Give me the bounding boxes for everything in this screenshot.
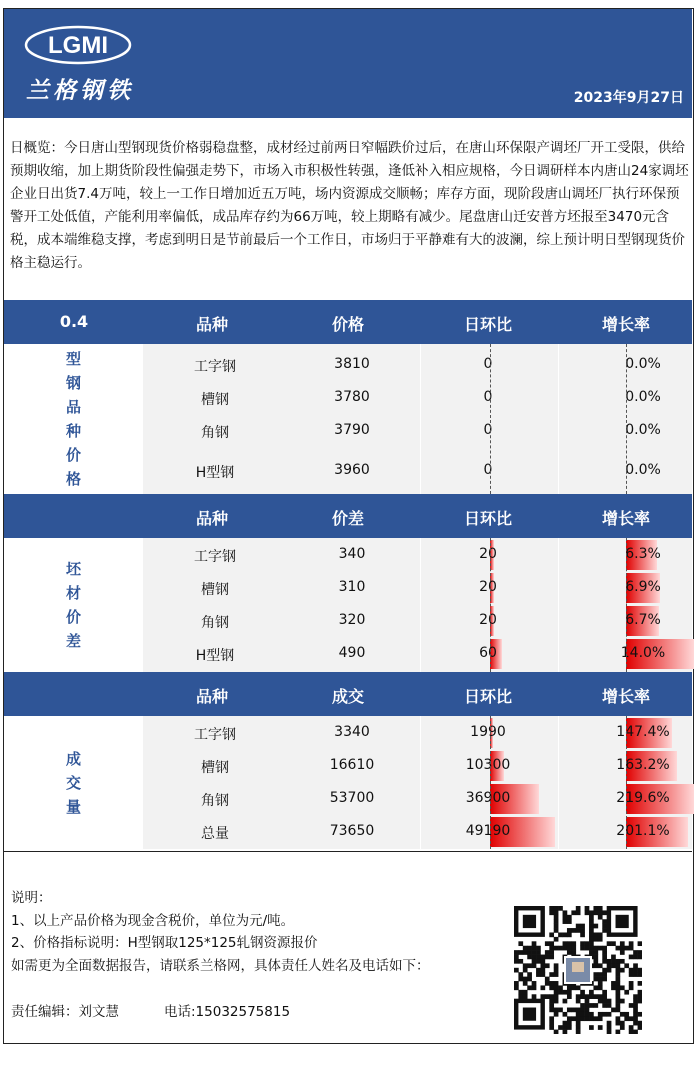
note-2: 2、价格指标说明：H型钢取125*125轧钢资源报价 [11, 935, 318, 951]
zero-axis-line [490, 344, 491, 494]
row-product-name: 工字钢 [194, 727, 236, 743]
row-growth-rate: 14.0% [620, 645, 666, 661]
row-product-name: 角钢 [201, 615, 229, 631]
row-product-name: 总量 [201, 826, 229, 842]
section-body [4, 344, 692, 494]
row-product-name: 槽钢 [201, 392, 229, 408]
column-header: 增长率 [601, 315, 651, 334]
table-row [143, 414, 692, 448]
report-date: 2023年9月27日 [573, 90, 684, 106]
editor-name: 责任编辑：刘文慧 [11, 1004, 119, 1020]
row-product-name: H型钢 [195, 648, 235, 664]
section-vertical-label: 坯材价差 [65, 560, 81, 650]
row-daily-change: 0 [483, 356, 493, 372]
row-value: 3790 [334, 422, 370, 438]
zero-axis-line [626, 344, 627, 494]
row-daily-change: 20 [479, 579, 497, 595]
column-header: 品种 [195, 687, 229, 706]
row-growth-rate: 163.2% [616, 757, 670, 773]
table-row [143, 815, 692, 849]
zero-axis-line [490, 716, 491, 849]
section-body [4, 716, 692, 849]
section-label-column [4, 538, 143, 672]
table-row [143, 637, 692, 671]
table-row [143, 538, 692, 572]
column-header: 价差 [331, 509, 365, 528]
row-growth-rate: 147.4% [616, 724, 670, 740]
zero-axis-line [626, 716, 627, 849]
row-daily-change: 60 [479, 645, 497, 661]
table-row [143, 348, 692, 382]
row-value: 16610 [329, 757, 375, 773]
row-growth-rate: 0.0% [625, 389, 661, 405]
section-data-area [143, 538, 692, 672]
row-product-name: 角钢 [201, 793, 229, 809]
row-daily-change: 0 [483, 389, 493, 405]
row-growth-rate: 219.6% [616, 790, 670, 806]
editor-phone: 电话:15032575815 [164, 1004, 291, 1020]
row-daily-change: 0 [483, 462, 493, 478]
section-header-bar [4, 672, 692, 716]
row-growth-rate: 0.0% [625, 462, 661, 478]
row-daily-change: 0 [483, 422, 493, 438]
table-row [143, 571, 692, 605]
lgmi-logo [24, 25, 132, 65]
corner-value: 0.4 [59, 312, 89, 331]
row-daily-change: 49190 [465, 823, 511, 839]
section-label-column [4, 344, 143, 494]
row-daily-change: 20 [479, 612, 497, 628]
column-header: 日环比 [463, 315, 513, 334]
section-label-column [4, 716, 143, 849]
column-header: 增长率 [601, 687, 651, 706]
column-header: 增长率 [601, 509, 651, 528]
row-value: 3780 [334, 389, 370, 405]
column-header: 日环比 [463, 509, 513, 528]
zero-axis-line [626, 538, 627, 672]
row-product-name: 工字钢 [194, 549, 236, 565]
section-header-bar [4, 494, 692, 538]
row-value: 53700 [329, 790, 375, 806]
qr-code-image [514, 906, 642, 1034]
row-value: 3340 [334, 724, 370, 740]
logo-text: LGMI [48, 32, 108, 59]
row-product-name: 槽钢 [201, 760, 229, 776]
row-value: 340 [338, 546, 366, 562]
row-product-name: 槽钢 [201, 582, 229, 598]
footer-notes [4, 851, 692, 1044]
table-row [143, 749, 692, 783]
row-value: 490 [338, 645, 366, 661]
column-header: 价格 [331, 315, 365, 334]
table-row [143, 604, 692, 638]
row-value: 310 [338, 579, 366, 595]
row-growth-rate: 0.0% [625, 422, 661, 438]
row-growth-rate: 0.0% [625, 356, 661, 372]
row-product-name: H型钢 [195, 465, 235, 481]
row-value: 3810 [334, 356, 370, 372]
section-vertical-label: 型钢品种价格 [65, 350, 81, 488]
section-vertical-label: 成交量 [65, 749, 81, 816]
row-value: 3960 [334, 462, 370, 478]
row-value: 73650 [329, 823, 375, 839]
row-growth-rate: 6.7% [625, 612, 661, 628]
column-header: 成交 [331, 687, 365, 706]
column-header: 品种 [195, 509, 229, 528]
column-header: 品种 [195, 315, 229, 334]
section-body [4, 538, 692, 672]
row-product-name: 角钢 [201, 425, 229, 441]
column-header: 日环比 [463, 687, 513, 706]
section-data-area [143, 716, 692, 849]
header-banner [4, 9, 692, 118]
row-growth-rate: 201.1% [616, 823, 670, 839]
section-header-bar [4, 300, 692, 344]
logo-chinese-name: 兰格钢铁 [26, 77, 134, 104]
row-product-name: 工字钢 [194, 359, 236, 375]
row-growth-rate: 6.3% [625, 546, 661, 562]
table-row [143, 381, 692, 415]
row-growth-rate: 6.9% [625, 579, 661, 595]
row-daily-change: 10300 [465, 757, 511, 773]
note-3: 如需更为全面数据报告，请联系兰格网，具体责任人姓名及电话如下： [11, 958, 430, 974]
row-daily-change: 36900 [465, 790, 511, 806]
zero-axis-line [490, 538, 491, 672]
row-value: 320 [338, 612, 366, 628]
note-1: 1、以上产品价格为现金含税价，单位为元/吨。 [11, 913, 295, 929]
row-daily-change: 1990 [470, 724, 506, 740]
report-frame [3, 8, 694, 1044]
table-row [143, 782, 692, 816]
table-row [143, 716, 692, 750]
table-row [143, 454, 692, 488]
notes-title: 说明： [11, 890, 52, 906]
row-daily-change: 20 [479, 546, 497, 562]
section-data-area [143, 344, 692, 494]
daily-summary: 日概览：今日唐山型钢现货价格弱稳盘整，成材经过前两日窄幅跌价过后，在唐山环保限产调坯厂开工受限，供给预期收缩，加上期货阶段性偏强走势下，市场入市积极性转强，逢低补入相应规格，今日调研样本内唐山24家调坯企业日出货7.4万吨，较上一工作日增加近五万吨，场内资源成交顺畅；库存方面，现阶段唐山调坯厂执行环保预警开工处低值，产能利用率偏低，成品库存约为66万吨，较上期略有减少。尾盘唐山迁安普方坯报至3470元含税，成本端维稳支撑，考虑到明日是节前最后一个工作日，市场归于平静难有大的波澜，综上预计明日型钢现货价格主稳运行。 [10, 140, 689, 271]
